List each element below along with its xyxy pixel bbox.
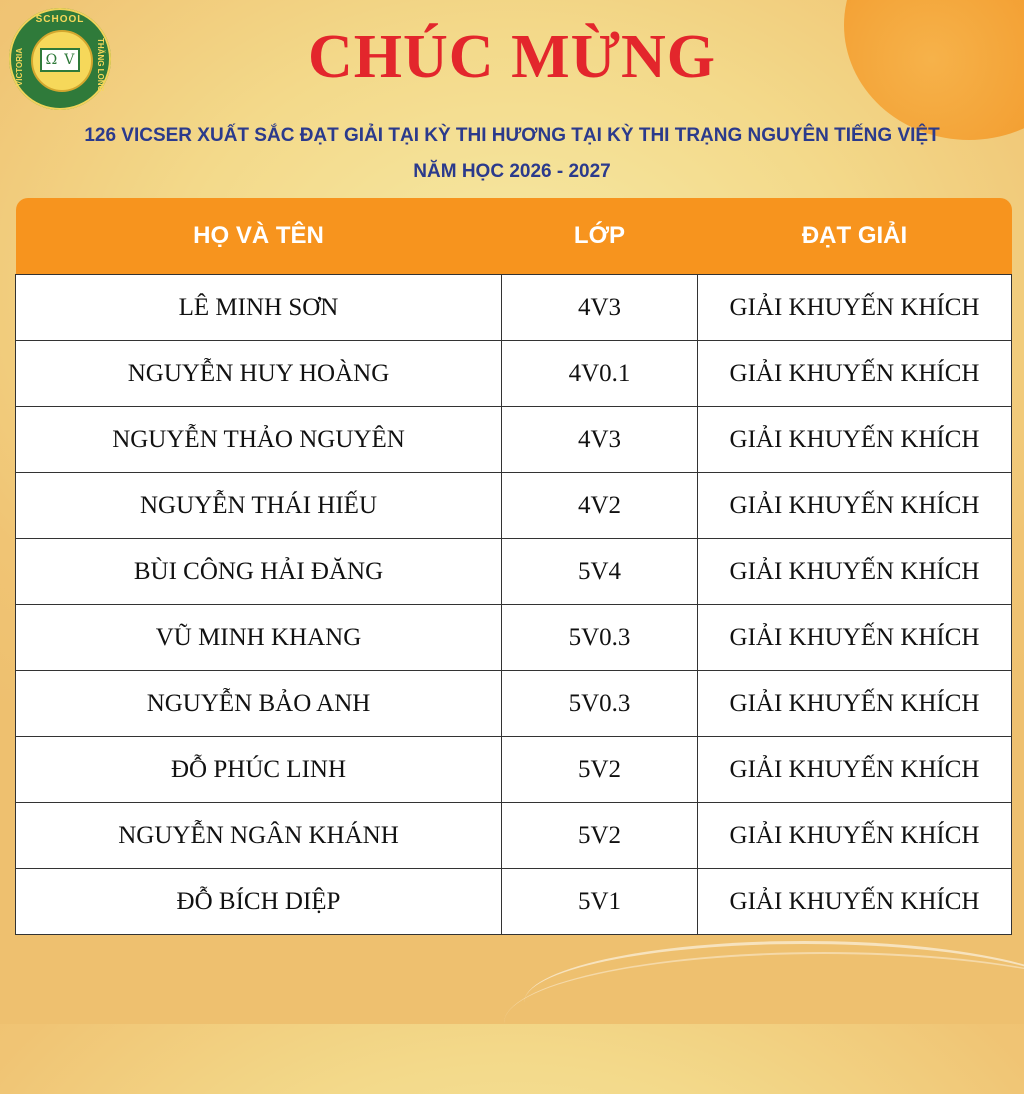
cell-name: NGUYỄN THÁI HIẾU <box>16 473 502 539</box>
cell-class: 5V4 <box>502 539 698 605</box>
table-row <box>16 407 1012 473</box>
table-row <box>16 737 1012 803</box>
table-body <box>16 275 1012 935</box>
cell-class: 4V2 <box>502 473 698 539</box>
cell-award: GIẢI KHUYẾN KHÍCH <box>698 473 1012 539</box>
subtitle-line-2: NĂM HỌC 2026 - 2027 <box>413 161 611 182</box>
cell-class: 4V0.1 <box>502 341 698 407</box>
subtitle-line-1: 126 VICSER XUẤT SẮC ĐẠT GIẢI TẠI KỲ THI HƯƠNG TẠI KỲ THI TRẠNG NGUYÊN TIẾNG VIỆT <box>84 125 940 146</box>
results-table-container <box>15 198 1011 935</box>
cell-class: 5V1 <box>502 869 698 935</box>
cell-award: GIẢI KHUYẾN KHÍCH <box>698 605 1012 671</box>
cell-name: LÊ MINH SƠN <box>16 275 502 341</box>
cell-class: 5V0.3 <box>502 605 698 671</box>
header-row <box>16 198 1012 275</box>
logo-v: V <box>64 52 75 68</box>
cell-name: NGUYỄN NGÂN KHÁNH <box>16 803 502 869</box>
table-header <box>16 198 1012 275</box>
table-row <box>16 605 1012 671</box>
header-class: LỚP <box>502 198 698 275</box>
table-row <box>16 671 1012 737</box>
cell-award: GIẢI KHUYẾN KHÍCH <box>698 869 1012 935</box>
cell-award: GIẢI KHUYẾN KHÍCH <box>698 737 1012 803</box>
page-title: CHÚC MỪNG <box>308 23 716 91</box>
cell-award: GIẢI KHUYẾN KHÍCH <box>698 275 1012 341</box>
cell-class: 5V2 <box>502 737 698 803</box>
cell-class: 5V0.3 <box>502 671 698 737</box>
cell-award: GIẢI KHUYẾN KHÍCH <box>698 539 1012 605</box>
logo-top-text: SCHOOL <box>35 14 85 25</box>
cell-class: 4V3 <box>502 407 698 473</box>
cell-award: GIẢI KHUYẾN KHÍCH <box>698 803 1012 869</box>
results-table <box>15 198 1012 935</box>
logo-right-text: THĂNG LONG <box>96 38 105 92</box>
logo-left-text: VICTORIA <box>15 48 24 87</box>
logo-omega: Ω <box>45 52 58 68</box>
table-row <box>16 473 1012 539</box>
table-row <box>16 869 1012 935</box>
header-name: HỌ VÀ TÊN <box>16 198 502 275</box>
cell-name: NGUYỄN THẢO NGUYÊN <box>16 407 502 473</box>
cell-award: GIẢI KHUYẾN KHÍCH <box>698 671 1012 737</box>
cell-name: ĐỖ PHÚC LINH <box>16 737 502 803</box>
cell-name: VŨ MINH KHANG <box>16 605 502 671</box>
cell-award: GIẢI KHUYẾN KHÍCH <box>698 407 1012 473</box>
cell-name: NGUYỄN HUY HOÀNG <box>16 341 502 407</box>
table-row <box>16 275 1012 341</box>
cell-class: 4V3 <box>502 275 698 341</box>
table-row <box>16 803 1012 869</box>
cell-name: BÙI CÔNG HẢI ĐĂNG <box>16 539 502 605</box>
header-award: ĐẠT GIẢI <box>698 198 1012 275</box>
cell-name: NGUYỄN BẢO ANH <box>16 671 502 737</box>
cell-class: 5V2 <box>502 803 698 869</box>
table-row <box>16 341 1012 407</box>
table-row <box>16 539 1012 605</box>
cell-award: GIẢI KHUYẾN KHÍCH <box>698 341 1012 407</box>
cell-name: ĐỖ BÍCH DIỆP <box>16 869 502 935</box>
